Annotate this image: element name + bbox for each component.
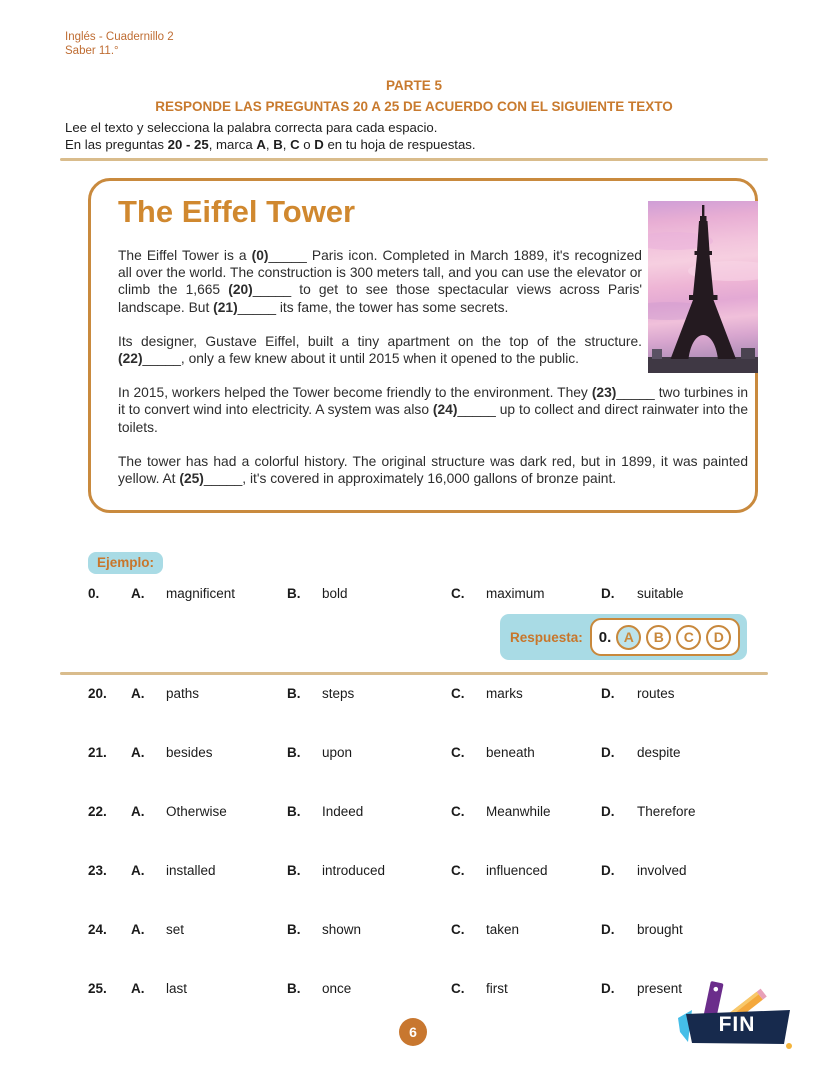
option-letter: D. xyxy=(601,686,615,701)
option-text: installed xyxy=(166,863,216,878)
blank-22-label: (22) xyxy=(118,351,143,367)
option-letter: B. xyxy=(287,981,301,996)
option-text: upon xyxy=(322,745,353,760)
option-text: once xyxy=(322,981,352,996)
answer-bubble-a[interactable]: A xyxy=(616,625,641,650)
blank-21-label: (21) xyxy=(213,299,238,315)
option-letter: C. xyxy=(451,981,465,996)
passage-text: _____, only a few knew about it until 2015 when it opened to the public. xyxy=(142,351,579,367)
option-letter: C. xyxy=(451,686,465,701)
passage-paragraph-3 xyxy=(118,384,748,436)
eiffel-tower-photo xyxy=(648,201,758,373)
blank-20-label: (20) xyxy=(228,282,253,298)
option-letter: B. xyxy=(287,586,301,601)
example-answer-box xyxy=(500,614,747,660)
booklet-title: Inglés - Cuadernillo 2 xyxy=(65,31,174,43)
instruction-text: en tu hoja de respuestas. xyxy=(323,137,476,152)
option-text: maximum xyxy=(486,586,545,601)
page-number-badge: 6 xyxy=(399,1018,427,1046)
option-text: marks xyxy=(486,686,523,701)
option-letter: C. xyxy=(451,804,465,819)
question-number: 25. xyxy=(88,981,107,996)
option-text: shown xyxy=(322,922,362,937)
question-row-21 xyxy=(88,745,768,760)
option-letter: D. xyxy=(601,863,615,878)
option-text: suitable xyxy=(637,586,684,601)
option-text: introduced xyxy=(322,863,386,878)
option-text: first xyxy=(486,981,508,996)
option-text: bold xyxy=(322,586,348,601)
question-row-25 xyxy=(88,981,768,996)
answer-bubble-c[interactable]: C xyxy=(676,625,701,650)
option-letter: D. xyxy=(601,981,615,996)
passage-text: _____ its fame, the tower has some secrets. xyxy=(237,299,509,315)
option-text: despite xyxy=(637,745,681,760)
option-text: influenced xyxy=(486,863,548,878)
question-row-0 xyxy=(88,586,768,601)
option-letter-b: B xyxy=(273,137,283,152)
question-number: 21. xyxy=(88,745,107,760)
question-number: 24. xyxy=(88,922,107,937)
option-letter: B. xyxy=(287,686,301,701)
option-letter: D. xyxy=(601,804,615,819)
fin-logo xyxy=(678,980,798,1058)
option-letter: C. xyxy=(451,586,465,601)
passage-text: Its designer, Gustave Eiffel, built a tiny apartment on the top of the structure. xyxy=(118,333,642,349)
instruction-text: En las preguntas xyxy=(65,137,168,152)
option-text: present xyxy=(637,981,683,996)
option-letter: C. xyxy=(451,863,465,878)
option-text: involved xyxy=(637,863,687,878)
passage-text: The tower has had a colorful history. The original structure was dark red, but in 1899, it was painted yellow. At xyxy=(118,453,748,487)
option-letter: B. xyxy=(287,745,301,760)
passage-text: _____ two turbines in it to convert wind into electricity. A system was also xyxy=(118,385,748,418)
blank-23-label: (23) xyxy=(591,385,617,401)
example-label: Ejemplo: xyxy=(88,552,163,574)
passage-paragraph-2 xyxy=(118,333,642,367)
option-text: besides xyxy=(166,745,213,760)
option-text: last xyxy=(166,981,188,996)
passage-text: _____ up to collect and direct rainwater into the toilets. xyxy=(118,402,748,435)
question-row-22 xyxy=(88,804,768,819)
passage-text: _____, it's covered in approximately 16,000 gallons of bronze paint. xyxy=(203,471,617,487)
option-text: steps xyxy=(322,686,355,701)
option-letter: A. xyxy=(131,863,145,878)
option-letter: A. xyxy=(131,745,145,760)
instruction-text: , xyxy=(282,137,291,152)
option-letter: A. xyxy=(131,922,145,937)
option-text: Indeed xyxy=(322,804,364,819)
option-letter: D. xyxy=(601,586,615,601)
fin-label: FIN xyxy=(718,1013,756,1036)
option-letter: A. xyxy=(131,686,145,701)
option-letter-c: C xyxy=(290,137,300,152)
passage-text: _____ to get to see those spectacular views across Paris' landscape. But xyxy=(118,282,643,315)
exam-name: Saber 11.° xyxy=(65,45,119,57)
passage-paragraph-4 xyxy=(118,453,748,487)
option-letter: D. xyxy=(601,745,615,760)
option-text: routes xyxy=(637,686,675,701)
option-letter: B. xyxy=(287,863,301,878)
passage-title: The Eiffel Tower xyxy=(118,194,356,229)
blank-25-label: (25) xyxy=(179,471,204,487)
instruction-text: o xyxy=(299,137,315,152)
passage-box xyxy=(88,178,758,513)
option-letter: B. xyxy=(287,804,301,819)
question-number: 20. xyxy=(88,686,107,701)
option-letter-a: A xyxy=(256,137,266,152)
respuesta-label: Respuesta: xyxy=(510,629,583,645)
option-text: Otherwise xyxy=(166,804,227,819)
option-letter: A. xyxy=(131,981,145,996)
section-instruction-title: RESPONDE LAS PREGUNTAS 20 A 25 DE ACUERDO CON EL SIGUIENTE TEXTO xyxy=(155,99,673,114)
answer-bubble-d[interactable]: D xyxy=(706,625,731,650)
option-text: magnificent xyxy=(166,586,236,601)
question-number: 22. xyxy=(88,804,107,819)
passage-text: _____ Paris icon. Completed in March 1889, it's recognized all over the world. The construction is 300 meters tall, and you can use the elevator or climb the 1,665 xyxy=(118,248,642,298)
option-letter-d: D xyxy=(314,137,324,152)
option-letter: C. xyxy=(451,922,465,937)
question-row-24 xyxy=(88,922,768,937)
option-letter: A. xyxy=(131,586,145,601)
blank-0-label: (0) xyxy=(251,248,269,263)
eiffel-tower-silhouette xyxy=(648,201,758,373)
instruction-text: , marca xyxy=(208,137,257,152)
question-number: 23. xyxy=(88,863,107,878)
option-text: taken xyxy=(486,922,520,937)
option-text: brought xyxy=(637,922,683,937)
question-number: 0. xyxy=(88,586,100,601)
option-letter: C. xyxy=(451,745,465,760)
answer-bubbles-box xyxy=(590,618,741,656)
question-row-23 xyxy=(88,863,768,878)
option-letter: A. xyxy=(131,804,145,819)
passage-text: The Eiffel Tower is a xyxy=(118,248,252,263)
instruction-line-2 xyxy=(65,136,476,153)
instruction-line-1: Lee el texto y selecciona la palabra correcta para cada espacio. xyxy=(65,120,438,135)
option-text: Meanwhile xyxy=(486,804,551,819)
option-letter: B. xyxy=(287,922,301,937)
instructions xyxy=(65,119,476,153)
option-text: Therefore xyxy=(637,804,696,819)
option-text: set xyxy=(166,922,185,937)
instruction-text: , xyxy=(265,137,274,152)
answer-bubble-b[interactable]: B xyxy=(646,625,671,650)
answer-number: 0. xyxy=(598,628,612,646)
instruction-range: 20 - 25 xyxy=(167,137,209,152)
option-letter: D. xyxy=(601,922,615,937)
divider-top xyxy=(60,158,768,161)
option-text: beneath xyxy=(486,745,535,760)
passage-paragraph-1 xyxy=(118,247,642,316)
question-row-20 xyxy=(88,686,768,701)
passage-text: In 2015, workers helped the Tower become friendly to the environment. They xyxy=(118,385,592,401)
blank-24-label: (24) xyxy=(432,402,458,418)
divider-questions xyxy=(60,672,768,675)
booklet-header xyxy=(65,30,174,58)
part-title: PARTE 5 xyxy=(385,78,442,93)
option-text: paths xyxy=(166,686,200,701)
